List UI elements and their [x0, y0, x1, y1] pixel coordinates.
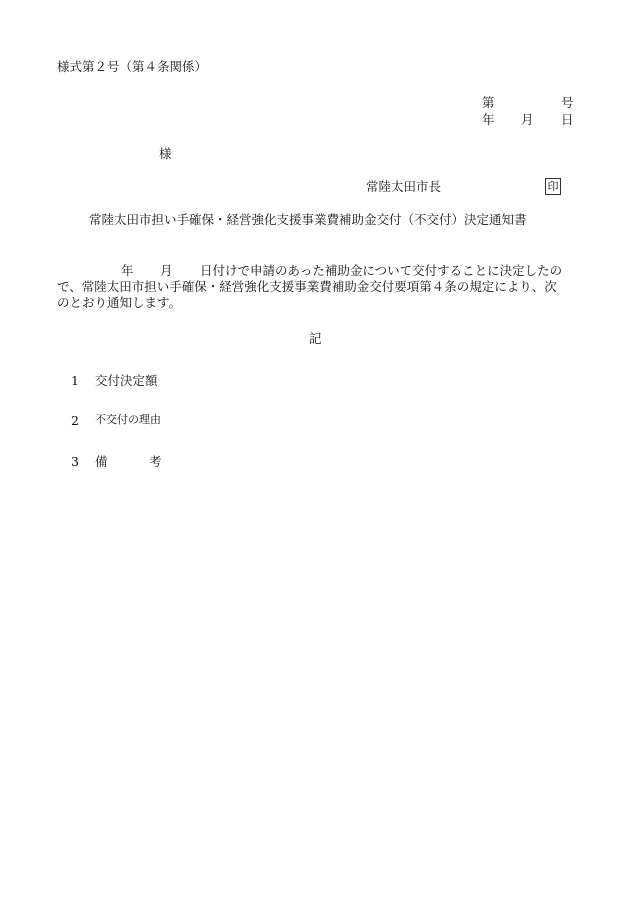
body-year-label: 年 — [121, 263, 134, 278]
item-3-label-part1: 備 — [95, 454, 108, 469]
document-title: 常陸太田市担い手確保・経営強化支援事業費補助金交付（不交付）決定通知書 — [89, 212, 527, 227]
item-1-number: 1 — [71, 373, 79, 388]
ki-heading: 記 — [309, 331, 322, 346]
body-line-3: のとおり通知します。 — [57, 295, 182, 310]
doc-number-suffix: 号 — [561, 95, 574, 110]
doc-number-prefix: 第 — [482, 95, 495, 110]
date-month-label: 月 — [521, 112, 534, 127]
body-line-1 — [57, 263, 577, 279]
item-2-number: 2 — [71, 413, 79, 428]
issuer-name: 常陸太田市長 — [366, 179, 442, 194]
item-3-number: 3 — [71, 454, 79, 469]
body-month-label: 月 — [160, 263, 173, 278]
item-2-label: 不交付の理由 — [95, 413, 161, 426]
body-paragraph — [57, 263, 577, 311]
form-number-label: 様式第２号（第４条関係） — [57, 59, 208, 74]
item-3-label-part2: 考 — [149, 454, 162, 469]
date-year-label: 年 — [482, 112, 495, 127]
body-line-2: で、常陸太田市担い手確保・経営強化支援事業費補助金交付要項第４条の規定により、次 — [57, 279, 557, 294]
recipient-honorific: 様 — [159, 146, 172, 161]
date-day-label: 日 — [561, 112, 574, 127]
seal-stamp: 印 — [545, 178, 561, 195]
item-1-label: 交付決定額 — [95, 373, 158, 388]
body-line-1-text: 日付けで申請のあった補助金について交付することに決定したの — [200, 263, 563, 278]
